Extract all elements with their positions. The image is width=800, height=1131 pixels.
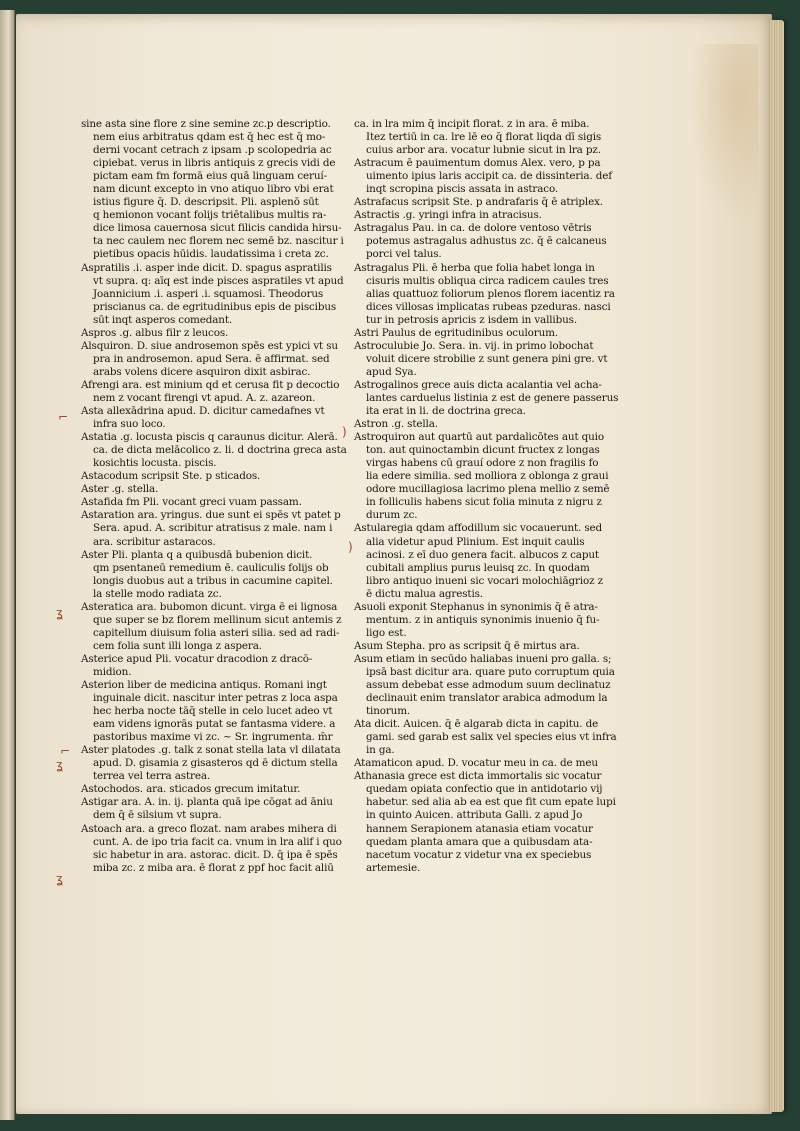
text-line: cuius arbor ara. vocatur lubnie sicut in lra pz. xyxy=(366,144,601,157)
text-line: priscianus ca. de egritudinibus epis de piscibus xyxy=(93,300,337,313)
text-line: derni vocant cetrach z ipsam .p scolopedria ac xyxy=(93,144,332,157)
glossary-entry xyxy=(81,327,343,340)
text-line: lia edere similia. sed molliora z oblonga z graui xyxy=(366,470,609,483)
glossary-entry xyxy=(81,431,347,470)
text-line: istius figure q̄. D. descripsit. Pli. asplenō sūt xyxy=(93,196,319,209)
text-line: Ata dicit. Auicen. q̄ ē algarab dicta in capitu. de xyxy=(354,718,599,731)
glossary-entry xyxy=(81,470,343,483)
text-line: habetur. sed alia ab ea est que fit cum epate lupi xyxy=(366,796,616,809)
text-line: Aspratilis .i. asper inde dicit. D. spagus aspratilis xyxy=(81,261,332,274)
glossary-entry xyxy=(81,262,343,327)
text-line: sic habetur in ara. astorac. dicit. D. q̄ ipa ē spēs xyxy=(93,848,338,861)
margin-mark: ) xyxy=(348,540,353,554)
text-line: Itez tertiū in ca. lre lē eo q̄ florat liqda dī sigis xyxy=(366,131,602,144)
glossary-entry xyxy=(81,379,343,405)
text-line: Aster .g. stella. xyxy=(81,483,159,496)
text-line: Astularegia qdam affodillum sic vocauerunt. sed xyxy=(354,522,603,535)
text-line: cipiebat. verus in libris antiquis z grecis vidi de xyxy=(93,157,336,170)
text-line: capitellum diuisum folia asteri silia. sed ad radi- xyxy=(93,626,340,639)
text-line: arabs volens dicere asquiron dixit asbirac. xyxy=(93,365,311,378)
text-line: Asterion liber de medicina antiqus. Romani ingt xyxy=(81,679,327,692)
text-line: tinorum. xyxy=(366,705,411,718)
margin-mark: ʓ xyxy=(56,758,63,772)
text-line: la stelle modo radiata zc. xyxy=(93,587,222,600)
text-line: Astaration ara. yringus. due sunt ei spēs vt patet p xyxy=(81,509,341,522)
text-line: pietibus opacis hūidis. laudatissima i creta zc. xyxy=(93,248,329,261)
text-line: durum zc. xyxy=(366,509,418,522)
text-line: Astrogalinos grece auis dicta acalantia vel acha- xyxy=(354,378,602,391)
text-line: inguinale dicit. nascitur inter petras z loca aspa xyxy=(93,692,338,705)
text-line: Astrafacus scripsit Ste. p andrafaris q̄ ē atriplex. xyxy=(354,196,603,209)
paper-stain xyxy=(688,44,758,224)
text-line: artemesie. xyxy=(366,861,421,874)
text-line: ton. aut quinoctambin dicunt fructex z longas xyxy=(366,444,600,457)
text-line: nem eius arbitratus qdam est q̄ hec est q̄ mo- xyxy=(93,131,326,144)
text-line: Aster Pli. planta q a quibusdā bubenion dicit. xyxy=(81,548,313,561)
text-line: mentum. z in antiquis synonimis inuenio q̄ fu- xyxy=(366,613,600,626)
glossary-entry xyxy=(81,744,343,783)
text-line: quedam planta amara que a quibusdam ata- xyxy=(366,835,593,848)
text-line: que super se bz florem mellinum sicut antemis z xyxy=(93,613,342,626)
text-line: Asum Stepha. pro as scripsit q̄ ē mirtus ara. xyxy=(354,639,580,652)
text-line: pictam eam fm formā eius quā linguam ceruí- xyxy=(93,170,327,183)
text-line: Astron .g. stella. xyxy=(354,418,438,431)
text-line: acinosi. z eī duo genera facit. albucos z caput xyxy=(366,548,599,561)
text-line: apud Sya. xyxy=(366,365,417,378)
facing-page-edge xyxy=(0,10,15,1120)
text-line: Sera. apud. A. scribitur atratisus z male. nam i xyxy=(93,522,333,535)
text-line: Asuoli exponit Stephanus in synonimis q̄ ē atra- xyxy=(354,600,598,613)
right-text-column xyxy=(354,118,644,875)
glossary-entry xyxy=(81,483,343,496)
text-line: Astoach ara. a greco flozat. nam arabes mihera di xyxy=(81,822,337,835)
text-line: q hemionon vocant folijs triētalibus multis ra- xyxy=(93,209,327,222)
text-line: infra suo loco. xyxy=(93,418,166,431)
text-line: odore mucillagiosa lacrimo plena mellio z semē xyxy=(366,483,610,496)
glossary-entry xyxy=(354,770,644,874)
text-line: terrea vel terra astrea. xyxy=(93,770,211,783)
glossary-entry xyxy=(354,209,644,222)
glossary-entry xyxy=(354,522,644,600)
text-line: uimento ipius laris accipit ca. de dissinteria. def xyxy=(366,170,612,183)
text-line: Asta allexādrina apud. D. dicitur camedafnes vt xyxy=(81,405,325,418)
text-line: Afrengi ara. est minium qd et cerusa fit p decoctio xyxy=(81,378,340,391)
text-line: cem folia sunt illi longa z aspera. xyxy=(93,639,262,652)
margin-mark: ) xyxy=(342,425,347,439)
text-line: Astragalus Pli. ē herba que folia habet longa in xyxy=(354,261,595,274)
text-line: Asterice apud Pli. vocatur dracodion z dracō- xyxy=(81,652,313,665)
text-line: Aster platodes .g. talk z sonat stella lata vl dilatata xyxy=(81,744,341,757)
text-line: vt supra. q: aīq est inde pisces aspratiles vt apud xyxy=(93,274,344,287)
glossary-entry xyxy=(354,418,644,431)
text-line: Alsquiron. D. siue androsemon spēs est ypici vt su xyxy=(81,339,338,352)
text-line: ligo est. xyxy=(366,626,407,639)
text-line: dices villosas implicatas rubeas pzeduras. nasci xyxy=(366,300,611,313)
text-line: ta nec caulem nec florem nec semē bz. nascitur i xyxy=(93,235,344,248)
text-line: in ga. xyxy=(366,744,395,757)
text-line: nam dicunt excepto in vno atiquo libro vbi erat xyxy=(93,183,334,196)
text-line: kosichtis locusta. piscis. xyxy=(93,457,217,470)
margin-mark: ʓ xyxy=(56,872,63,886)
glossary-entry xyxy=(354,157,644,196)
text-line: Astacodum scripsit Ste. p sticados. xyxy=(81,470,261,483)
margin-mark: ⌐ xyxy=(60,744,71,758)
glossary-entry xyxy=(354,601,644,640)
fore-edge-leaves xyxy=(770,20,784,1112)
margin-mark: ʓ xyxy=(56,606,63,620)
text-line: inqt scropina piscis assata in astraco. xyxy=(366,183,559,196)
text-line: declinauit enim translator arabica admodum la xyxy=(366,692,608,705)
glossary-entry xyxy=(354,653,644,718)
text-line: lantes carduelus listinia z est de genere passerus xyxy=(366,391,619,404)
text-line: Astochodos. ara. sticados grecum imitatur. xyxy=(81,783,301,796)
text-line: nacetum vocatur z videtur vna ex speciebus xyxy=(366,848,592,861)
glossary-entry xyxy=(81,509,343,548)
glossary-entry xyxy=(81,679,343,744)
text-line: dice limosa cauernosa sicut filicis candida hirsu- xyxy=(93,222,342,235)
text-line: alia videtur apud Plinium. Est inquit caulis xyxy=(366,535,585,548)
glossary-entry xyxy=(81,823,343,875)
glossary-entry xyxy=(81,118,343,262)
text-line: Astractis .g. yringi infra in atracisus. xyxy=(354,209,542,222)
text-line: Astatia .g. locusta piscis q caraunus dicitur. Alerā. xyxy=(81,431,338,444)
text-line: ca. in lra mim q̄ incipit florat. z in ara. ē miba. xyxy=(354,118,590,130)
text-line: in folliculis habens sicut folia minuta z nigru z xyxy=(366,496,602,509)
text-line: ipsā bast dicitur ara. quare puto corruptum quia xyxy=(366,665,615,678)
text-line: Astigar ara. A. in. ij. planta quā ipe cōgat ad āniu xyxy=(81,796,333,809)
glossary-entry xyxy=(81,783,343,796)
glossary-entry xyxy=(354,118,644,157)
text-line: Joannicium .i. asperi .i. squamosi. Theodorus xyxy=(93,287,324,300)
text-line: ara. scribitur astaracos. xyxy=(93,535,216,548)
text-line: pastoribus maxime vi zc. ~ Sr. ingrumenta. m̄r xyxy=(93,731,333,744)
text-line: porci vel talus. xyxy=(366,248,442,261)
glossary-entry xyxy=(354,718,644,757)
text-line: nem z vocant firengi vt apud. A. z. azareon. xyxy=(93,391,316,404)
text-line: assum debebat esse admodum suum declinatuz xyxy=(366,679,611,692)
text-line: dem q̄ ē silsium vt supra. xyxy=(93,809,222,822)
glossary-entry xyxy=(354,379,644,418)
text-line: Asum etiam in secūdo haliabas inueni pro galla. s; xyxy=(354,652,612,665)
text-line: qm psentaneū remedium ē. cauliculis folijs ob xyxy=(93,561,329,574)
glossary-entry xyxy=(81,405,343,431)
text-line: Astri Paulus de egritudinibus oculorum. xyxy=(354,326,559,339)
text-line: cunt. A. de ipo tria facit ca. vnum in lra alif i quo xyxy=(93,835,342,848)
text-line: potemus astragalus adhustus zc. q̄ ē calcaneus xyxy=(366,235,607,248)
text-line: quedam opiata confectio que in antidotario vij xyxy=(366,783,603,796)
text-line: Athanasia grece est dicta immortalis sic vocatur xyxy=(354,770,602,783)
text-line: in quinto Auicen. attributa Galli. z apud Jo xyxy=(366,809,583,822)
text-line: tur in petrosis apricis z isdem in vallibus. xyxy=(366,313,577,326)
text-line: pra in androsemon. apud Sera. ē affirmat. sed xyxy=(93,352,330,365)
glossary-entry xyxy=(81,796,343,822)
text-line: hannem Serapionem atanasia etiam vocatur xyxy=(366,822,593,835)
text-line: virgas habens cū grauí odore z non fragilis fo xyxy=(366,457,599,470)
text-line: Astragalus Pau. in ca. de dolore ventoso vētris xyxy=(354,222,592,235)
glossary-entry xyxy=(354,757,644,770)
text-line: ita erat in li. de doctrina greca. xyxy=(366,405,526,418)
text-line: Astroquiron aut quartū aut pardalicōtes aut quio xyxy=(354,431,604,444)
glossary-entry xyxy=(81,653,343,679)
text-line: ca. de dicta melācolico z. li. d doctrina greca asta xyxy=(93,444,347,457)
glossary-entry xyxy=(354,340,644,379)
text-line: cisuris multis obliqua circa radicem caules tres xyxy=(366,274,609,287)
text-line: sūt inqt asperos comedant. xyxy=(93,313,233,326)
text-line: libro antiquo inueni sic vocari molochiāgrioz z xyxy=(366,574,603,587)
glossary-entry xyxy=(354,262,644,327)
text-line: apud. D. gisamia z gisasteros qd ē dictum stella xyxy=(93,757,338,770)
text-line: Asteratica ara. bubomon dicunt. virga ē ei lignosa xyxy=(81,600,338,613)
text-line: Astafida fm Pli. vocant greci vuam passam. xyxy=(81,496,302,509)
text-line: midion. xyxy=(93,665,132,678)
text-line: hec herba nocte tāq̄ stelle in celo lucet adeo vt xyxy=(93,705,333,718)
text-line: voluit dicere strobilie z sunt genera pini gre. vt xyxy=(366,352,608,365)
glossary-entry xyxy=(354,327,644,340)
glossary-entry xyxy=(354,640,644,653)
text-line: eam videns ignorās putat se fantasma videre. a xyxy=(93,718,336,731)
text-line: Astracum ē pauimentum domus Alex. vero, p pa xyxy=(354,157,601,170)
margin-mark: ⌐ xyxy=(58,410,69,424)
glossary-entry xyxy=(354,196,644,209)
glossary-entry xyxy=(81,549,343,601)
text-line: Astroculubie Jo. Sera. in. vij. in primo lobochat xyxy=(354,339,594,352)
text-line: alias quattuoz foliorum plenos florem iacentiz ra xyxy=(366,287,615,300)
glossary-entry xyxy=(81,601,343,653)
glossary-entry xyxy=(354,431,644,522)
text-line: gami. sed garab est salix vel species eius vt infra xyxy=(366,731,617,744)
glossary-entry xyxy=(81,496,343,509)
text-line: Aspros .g. albus filr z leucos. xyxy=(81,326,229,339)
text-line: miba zc. z miba ara. ē florat z ppf hoc facit aliū xyxy=(93,861,334,874)
text-line: sine asta sine flore z sine semine zc.p descriptio. xyxy=(81,118,331,130)
text-line: longis duobus aut a tribus in cacumine capitel. xyxy=(93,574,333,587)
text-line: ē dictu malua agrestis. xyxy=(366,587,483,600)
text-line: cubitali amplius purus leuisq zc. In quodam xyxy=(366,561,590,574)
left-text-column xyxy=(81,118,347,875)
glossary-entry xyxy=(354,222,644,261)
glossary-entry xyxy=(81,340,343,379)
text-line: Atamaticon apud. D. vocatur meu in ca. de meu xyxy=(354,757,598,770)
